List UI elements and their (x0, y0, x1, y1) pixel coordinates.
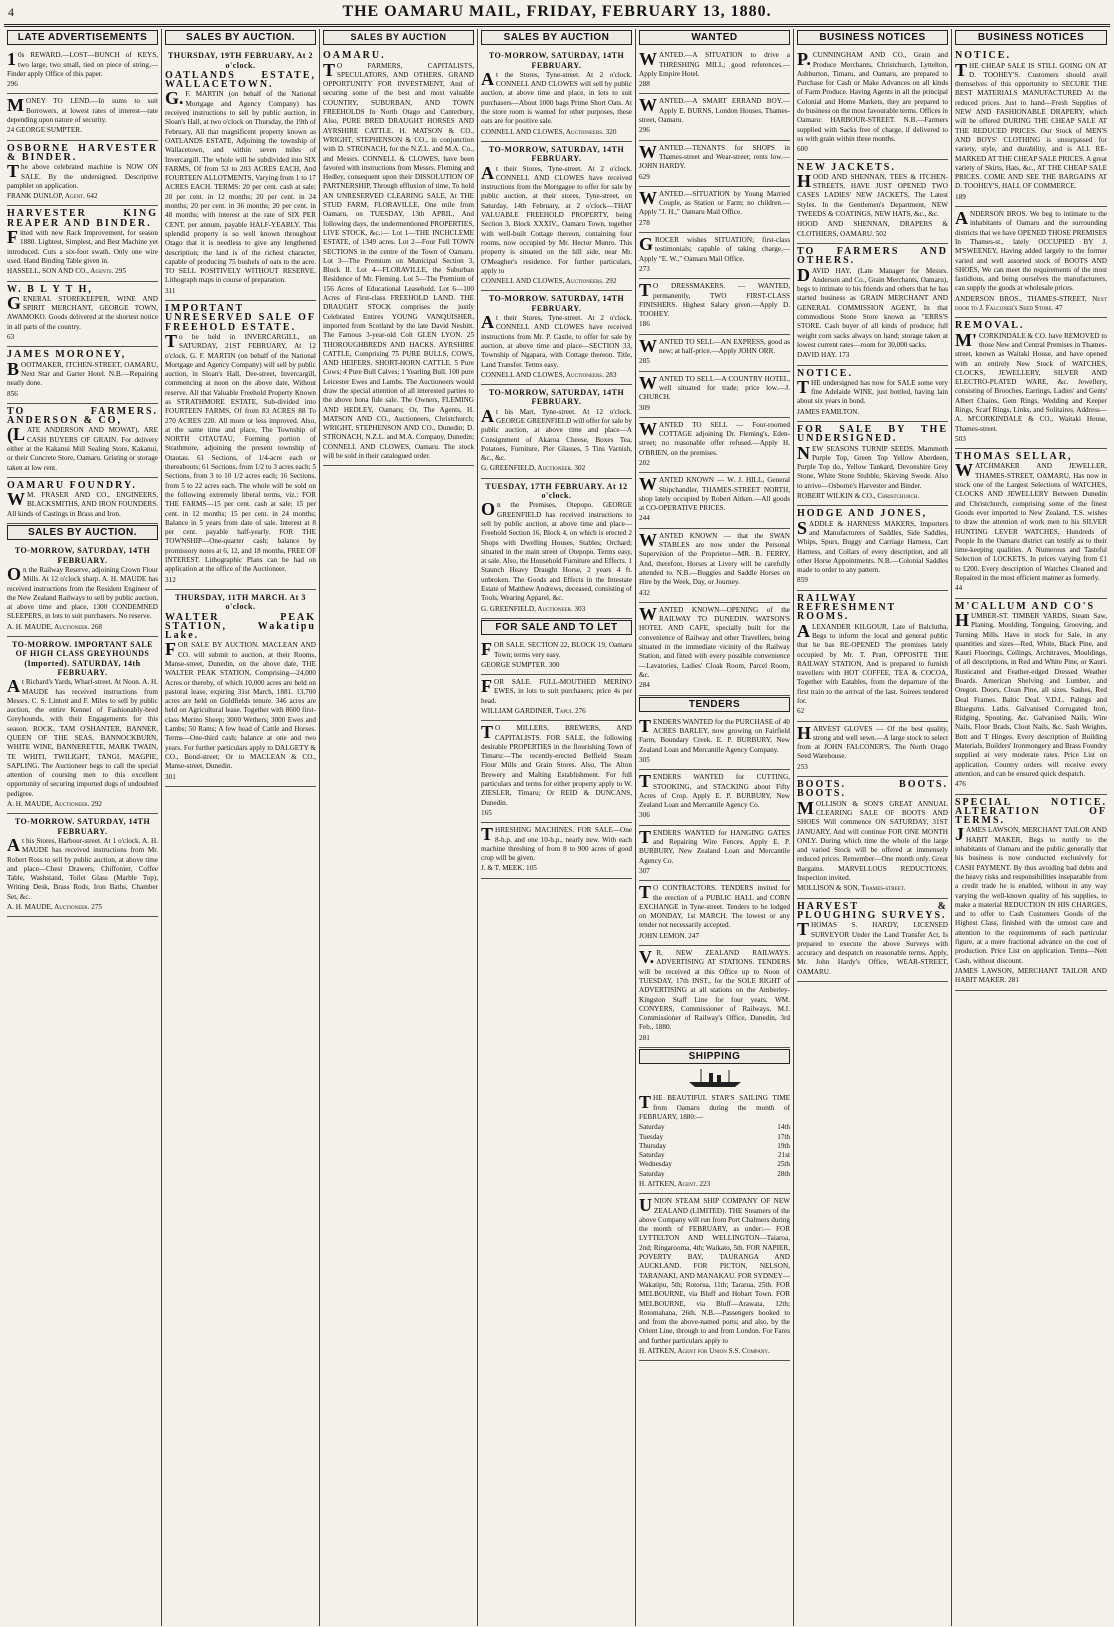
ad-body: TO DRESSMAKERS. — WANTED, permanently, TWO FIRST-CLASS FINISHERS. Highest Salary given.—Apply D. TOOHEY. (639, 280, 790, 319)
ad-signature: 186 (639, 320, 650, 329)
advertisement (639, 48, 790, 94)
ad-signature: 309 (639, 403, 650, 412)
ad-date: TO-MORROW, SATURDAY, 14TH FEBRUARY. (488, 144, 625, 164)
ad-body: WANTED.—TENANTS for SHOPS in Thames-street and Wear-street; rents low.—JOHN HARDY. (639, 141, 790, 171)
ad-body: SADDLE & HARNESS MAKERS, Importers and Manufacturers of Saddles, Side Saddles, Whips, Spurs, Buggy and Carriage Harness, Cart Harness, and Collars of every description, and all other Horse Appointments. N.B.—Colonial Saddles made to order to any pattern. (797, 517, 948, 575)
ad-signature: 284 (639, 681, 650, 690)
sailing-day: Wednesday (639, 1160, 672, 1169)
ad-title: FOR SALE BY THE UNDERSIGNED. (797, 423, 948, 445)
advertisement (7, 637, 158, 814)
advertisement (481, 638, 632, 675)
ad-body: At his Stores, Harbour-street. At 1 o'clock. A. H. MAUDE has received instructions from Mr. Robert Ross to sell by public auction, at above time and place—Chest Drawers, Chiffonier, Coffee Table, Washstand, Toilet Glass (Marble Top), Writing Desk, Brass Rods, Iron Baths, Chamber Set, &c. (7, 834, 158, 901)
sailing-row (639, 1160, 790, 1169)
ad-body: Fitted with new Rack Improvement, for season 1880. Lightest, Simplest, and Best Machine yet introduced. Cuts a six-foot swath. Only one wire used. Hand Binding Table given in. (7, 227, 158, 265)
sailing-date: 19th (777, 1141, 790, 1150)
ad-body: TENDERS WANTED for the PURCHASE of 40 ACRES BARLEY, now growing on Fairfield Farm, Boundary Creek. E. P. BURBURY, New Zealand Loan and Mercantile Agency Company. (639, 715, 790, 754)
steamship-icon (685, 1067, 745, 1089)
ad-title: SPECIAL NOTICE. ALTERATION OF TERMS. (955, 796, 1107, 827)
ad-body: G.F. MARTIN (on behalf of the National Mortgage and Agency Company) has received instructions to sell by public auction, in Sloan's Hall, at two o'clock on Thursday, the 19th of February, All that magnificent property known as OATLANDS ESTATE, Adjoining the township of Wallacetown, and within seven miles of Invercargill. The whole will be subdivided into SIX FARMS, Of from 53 to 203 ACRES EACH, And FOURTEEN ALLOTMENTS, Varying from 1 to 17 ACRES EACH. TERMS: 20 per cent. cash at sale; 20 per cent. in 12 months; 20 per cent. in 24 months; 20 per cent. in 36 months; 20 per cent. in 48 months; with interest at the rate of SIX PER CENT. per annum, payable HALF-YEARLY. This splendid property is so well known throughout Otago that it is needless to give any lengthened description; the land is of the richest character, capable of producing 75 bushels of oats to the acre. TO SELL POSITIVELY WITHOUT RESERVE. Lithograph maps in course of preparation. (165, 88, 316, 285)
ad-body: THOMAS S. HARDY, LICENSED SURVEYOR Under the Land Transfer Act, Is prepared to execute the above Surveys with accuracy and despatch on reasonable terms. Apply, Mr. John Hardy's Office, WEAR-STREET, OAMARU. (797, 919, 948, 976)
ad-signature: 24 GEORGE SUMPTER. (7, 126, 82, 135)
subheading-tenders: TENDERS (639, 697, 790, 712)
ad-signature: A. H. MAUDE, Auctioneer. 268 (7, 622, 103, 631)
ad-body: (LATE ANDERSON AND MOWAT), ARE CASH BUYERS OF GRAIN. For delivery either at the Kakanui Mill Sealing Store, Kakanui, or their Concrete Store, Oamaru. Gristing or storage taken at low rent. (7, 424, 158, 472)
ad-body: UNION STEAM SHIP COMPANY OF NEW ZEALAND (LIMITED). THE Steamers of the above Company will run from Port Chalmers during the month of FEBRUARY, as under:— FOR LYTTELTON AND WELLINGTON—Taiaroa, 2nd; Ringarooma, 4th; Waikato, 5th. FOR NAPIER, POVERTY BAY, TAURANGA AND AUCKLAND. FOR PICTON, NELSON, TARANAKI, AND MANAKAU. FOR SYDNEY—Wakatipu, 5th; Rotorua, 11th; Tararua, 25th. FOR MELBOURNE, via Bluff and Hobart Town. FOR MELBOURNE, via Bluff—Arawata, 12th; Rotomahana, 26th. N.B.—Passengers booked to and from the above-named ports; and also, by the Orient Line, through to and from London. For Fares and further particulars apply to (639, 1195, 790, 1345)
ad-title: BOOTS. BOOTS. BOOTS. (797, 779, 948, 800)
page-number: 4 (8, 5, 15, 19)
ad-signature: 311 (165, 286, 176, 295)
ad-signature: 296 (7, 80, 18, 89)
ad-body: P.CUNNINGHAM AND CO., Grain and Produce Merchants, Christchurch, Lyttelton, Ashburton, Timaru, and Oamaru, are prepared to Purchase for Cash or Make Advances on all kinds of Farm Produce. Having Agents in all the principal Colonial and Home Markets, they are prepared to do business on the most favourable terms. Offices in Oamaru: HARBOUR-STREET. N.B.—Farmers supplied with Sacks free of charge, if delivered to us with grain within three months. (797, 49, 948, 143)
ad-signature: CONNELL AND CLOWES, Auctioneers. 292 (481, 277, 617, 286)
column-heading: SALES BY AUCTION (323, 30, 474, 45)
ad-date: TO-MORROW, SATURDAY, 14TH FEBRUARY. (488, 388, 625, 407)
ad-body: FOR SALE. SECTION 22, BLOCK 19, Oamaru Town; terms very easy. (481, 639, 632, 660)
ad-date: TUESDAY, 17TH FEBRUARY. At 12 o'clock. (485, 481, 628, 501)
advertisement (797, 899, 948, 982)
advertisement (797, 777, 948, 899)
ad-signature: 244 (639, 514, 650, 523)
ad-body: GROCER wishes SITUATION; first-class testimonials; capable of taking charge.—Apply "E. W.," Oamaru Mail Office. (639, 234, 790, 263)
ad-title: OATLANDS ESTATE, WALLACETOWN. (165, 69, 316, 91)
ad-body: FOR SALE BY AUCTION. MACLEAN AND CO. will submit to auction, at their Rooms, Manse-street, Dunedin, on the above date, THE WALTER PEAK STATION, Comprising—24,000 Acres or thereby, of which 10,000 acres are held on pastoral lease, expiring 31st March, 1881. 13,700 acres are held on Goldfields tenure. 346 acres are held on Agricultural lease. Together with 8600 first-class Merino Sheep; 3000 Wethers; 3000 Ewes and Lambs; 50 Rams; A few head of Cattle and Horses. Terms—One-third cash; balance at one and two years. For further particulars apply to DALGETY & CO., Bond-street; Or to MACLEAN & CO., Manse-street, Dunedin. (165, 639, 316, 771)
sailing-row (639, 1170, 790, 1179)
ad-signature: H. AITKEN, Agent for Union S.S. Company. (639, 1347, 770, 1356)
ad-signature: J. & T. MEEK. 105 (481, 864, 537, 873)
ad-body: TO CONTRACTORS. TENDERS invited for the erection of a PUBLIC HALL and CORN EXCHANGE in Tyne-street. Tenders to be lodged on MONDAY, 1st MARCH. The lowest or any tender not necessarily accepted. (639, 882, 790, 930)
ad-body: At his Mart, Tyne-street. At 12 o'clock. GEORGE GREENFIELD will offer for sale by public auction, at above time and place—A Consignment of Akaroa Cheese, Boxes Tea, Potatoes, Furniture, Pier Glasses, 5 Tins Varnish, &c., &c. (481, 405, 633, 463)
advertisement (7, 141, 158, 207)
advertisement (481, 823, 632, 878)
ad-body: TENDERS WANTED for HANGING GATES and Repairing Wire Fences. Apply E. P. BURBURY, New Zealand Loan and Mercantile Agency Co. (639, 826, 790, 865)
ad-signature: CONNELL AND CLOWES, Auctioneers. 283 (481, 370, 617, 379)
ad-body: HOOD AND SHENNAN, TEES & ITCHEN-STREETS, HAVE JUST OPENED TWO CASES LADIES' NEW JACKETS, The Latest Styles. In the Gentlemen's Department, NEW TWEEDS & COATINGS, NEW HATS, &c., &c. (797, 170, 948, 219)
ad-signature: ROBERT WILKIN & CO., Christchurch. (797, 492, 920, 501)
advertisement (7, 347, 158, 403)
ad-date: THURSDAY, 11TH MARCH. At 3 o'clock. (175, 592, 306, 612)
ad-title: OSBORNE HARVESTER & BINDER. (7, 142, 158, 163)
ad-signature: 301 (165, 772, 176, 781)
advertisement (639, 187, 790, 233)
ad-body: At Richard's Yards, Wharf-street. At Noon. A. H. MAUDE has received instructions from Messrs. C. S. Lintott and F. Miles to sell by public auction, the entire Kennel of Fashionably-bred Greyhounds, with their Engagements for this season. ROCK, TAM O'SHANTER, BANNER, QUEEN OF THE SEAS, BANNOCKBURN, WHITE WINE, BANNERETTE, MARK TWAIN, TE WHITI, TWILIGHT, TANGI, MAGPIE, SAPLING. The Auctioneer begs to call the special attention of coursing men to this excellent opportunity of securing imported dogs of undoubted pedigree. (7, 676, 158, 798)
advertisement (7, 404, 158, 478)
ad-title: NOTICE. (955, 50, 1011, 62)
ad-signature: 285 (639, 357, 650, 366)
ad-title: IMPORTANT UNRESERVED SALE OF FREEHOLD ESTATE. (165, 303, 316, 333)
ad-title: OAMARU. (323, 50, 386, 62)
ad-signature: 307 (639, 866, 650, 875)
ad-signature: 503 (955, 434, 966, 443)
advertisement (639, 946, 790, 1048)
sailing-date: 21st (778, 1151, 790, 1160)
ad-body: WANTED KNOWN — W. J. HILL, General Shipchandler, THAMES-STREET NORTH, shop lately occupied by Robert Aitken.—All goods at CO-OPERATIVE PRICES. (639, 474, 790, 513)
ad-signature: JAMES FAMILTON. (797, 407, 860, 416)
ad-signature: 476 (955, 780, 966, 789)
ad-signature: JOHN LEMON. 247 (639, 931, 700, 940)
sailing-date: 25th (777, 1160, 790, 1169)
ad-title: JAMES MORONEY, (7, 349, 127, 361)
sailing-date: 28th (777, 1169, 790, 1178)
ad-body: TO MILLERS, BREWERS, AND CAPITALISTS. FOR SALE, the following desirable PROPERTIES in the flourishing Town of Timaru:—The recently-erected Belfield Steam Flour Mills and Grain Stores. Also, The Alton Brewery and Malting Establishment. For full particulars and terms for either property apply to W. ZIESLER, Timaru; Or REID & DUNCANS, Dunedin. (481, 722, 632, 807)
advertisement (481, 479, 632, 619)
ad-signature: 856 (7, 389, 18, 398)
ad-date: TO-MORROW. SATURDAY, 14TH FEBRUARY. (14, 817, 151, 836)
column-heading: SALES BY AUCTION. (165, 30, 316, 45)
ad-title: NEW JACKETS. (797, 161, 896, 173)
sailing-row (639, 1142, 790, 1151)
ad-date: TO-MORROW, SATURDAY, 14TH FEBRUARY. (488, 51, 625, 70)
ad-title: TO FARMERS. ANDERSON & CO, (7, 405, 158, 427)
advertisement (797, 591, 948, 722)
ad-body: WANTED TO SELL—AN EXPRESS, good as new; at half-price.—Apply JOHN ORR. (639, 335, 790, 356)
advertisement (639, 335, 790, 372)
ad-body: WANTED KNOWN—OPENING of the RAILWAY TO DUNEDIN. WATSON'S HOTEL AND CAFE, specially built for the convenience of Railway and other Travellers, being situated in the immediate vicinity of the Railway Station, and fitted with every possible convenience—Lavatories, Ladies' Cloak Room, Parcel Room, &c. (639, 603, 790, 679)
ad-body: HARVEST GLOVES — Of the best quality, strong and well sewn.—A large stock to select from at JOHN FALCONER'S, The North Otago Seed Warehouse. (797, 722, 948, 761)
ad-title: NOTICE. (797, 367, 853, 379)
advertisement (797, 722, 948, 777)
advertisement (955, 449, 1107, 598)
ad-body: TO FARMERS, CAPITALISTS, SPECULATORS, AND OTHERS. GRAND OPPORTUNITY FOR INVESTMENT, And of securing some of the best and most valuable COUNTRY, SUBURBAN, AND TOWN FREEHOLDS In North Otago and Canterbury, Also, PURE BRED DRAUGHT HORSES AND AYRSHIRE CATTLE. H. MATSON & CO., WRIGHT, STEPHENSON & CO., in conjunction with D. STRONACH, for the N.Z.L. and M.A. Co., and Messrs. CONNELL & CLOWES, have been favored with instructions from Messrs. Fleming and Hedley, consequent upon their DISSOLUTION OF PARTNERSHIP, Through effluxion of time, To hold AN UNRESERVED CLEARING SALE, At THE STUD FARM, FLORAVILLE, One mile from Oamaru, on TUESDAY, 13th APRIL, And following days, the undermentioned PROPERTIES, LIVE STOCK, &c.:— Lot 1—THE INCHCLEME ESTATE, of 1349 acres. Lot 2—Four Full TOWN SECTIONS in the centre of the Town of Oamaru. Lot 3—The Premium on Municipal Section 3, Block II. Lot 4—FLORAVILLE, the Suburban Residence of Mr. Fleming. Lot 5—The Premium of 156 Acres of Educational Leasehold. Lot 6—100 Acres of First-class FREEHOLD LAND. THE DRAUGHT STOCK comprises the justly Celebrated Entires YOUNG VANQUISHER, imported from Scotland by the late David Nesbitt. The Famous 3-year-old Colt GLEN LYON. 25 THOROUGHBREDS AND HACKS. AYRSHIRE CATTLE, Comprising 75 PURE BULLS, COWS, AND HEIFERS. SHORT-HORN CATTLE. 5 Pure Cows; 4 Pure Bull Calves; 1 Yearling Bull. 100 pure Leicester Ewes and Lambs. The Auctioneers would draw the special attention of all interested parties to the above bona fide sale. The Owners, FLEMING AND HEDLEY, Oamaru; Or, The Agents, H. MATSON AND CO., Auctioneers, Christchurch; WRIGHT, STEPHENSON AND CO., Dunedin; D. STRONACH, N.Z.L. and M.A. Company, Dunedin; CONNELL AND CLOWES, Oamaru. The stock will be sold in their catalogued order. (323, 59, 474, 461)
ad-body: GENERAL STOREKEEPER, WINE AND SPIRIT MERCHANT, GEORGE TOWN, AWAMOKO. Goods delivered at the shortest notice in all parts of the country. (7, 292, 158, 331)
ad-body: WANTED TO SELL—A COUNTRY HOTEL, well situated for trade; price low.—J. CHURCH. (639, 372, 790, 402)
advertisement (481, 675, 632, 721)
sailing-day: Saturday (639, 1151, 665, 1160)
ad-signature: GEORGE SUMPTER. 300 (481, 660, 560, 669)
ad-body: WM. FRASER AND CO., ENGINEERS, BLACKSMITHS, AND IRON FOUNDERS. All kinds of Castings in Brass and Iron. (7, 489, 158, 518)
advertisement (639, 141, 790, 187)
ad-signature: H. AITKEN, Agent. 223 (639, 1179, 711, 1188)
ad-body: WANTED.—SITUATION by Young Married Couple, as Station or Farm; no children.—Apply "J. H.," Oamaru Mail Office. (639, 187, 790, 217)
advertisement (955, 207, 1107, 318)
ad-title: OAMARU FOUNDRY. (7, 479, 137, 491)
ad-signature: A. H. MAUDE, Auctioneer. 275 (7, 903, 103, 912)
advertisement (639, 372, 790, 418)
ad-body: DAVID HAY, (Late Manager for Messrs. Anderson and Co., Grain Merchants, Oamaru), begs to intimate to his friends and others that he has started business as GRAIN MERCHANT AND GENERAL COMMISSION AGENT, In that commodious Stone Store known as "ERRS'S STORE. Cash buyer of all kinds of produce; full weight corn sacks always on hand; storage taken at lowest current rates—room for 30,000 sacks. (797, 264, 948, 349)
ad-body: MOLLISON & SON'S GREAT ANNUAL CLEARING SALE OF BOOTS AND SHOES Will commence ON SATURDAY, 31ST JANUARY, And will continue FOR ONE MONTH ONLY. During which time the whole of the large and varied Stock will be offered at immensely reduced prices. Remember—One month only. Great Bargains. MARVELLOUS REDUCTIONS. Inspection invited. (797, 797, 948, 883)
ad-signature: 432 (639, 588, 650, 597)
ad-body: NEW SEASONS TURNIP SEEDS. Mammoth Purple Top, Green Top Yellow Aberdeen, Purple Top do., Yellow Tankard, Devonshire Grey Stone, White Stone Stubble, Skirving Swede. Also to arrive—Osborne's Harvester and Binder. (797, 442, 948, 490)
advertisement (7, 206, 158, 281)
column-heading: LATE ADVERTISEMENTS (7, 30, 158, 45)
advertisement (955, 599, 1107, 795)
ad-title: THOMAS SELLAR, (955, 451, 1073, 463)
ad-signature: G. GREENFIELD, Auctioneer. 303 (481, 604, 586, 613)
advertisement (639, 94, 790, 140)
column-5 (636, 29, 794, 1626)
column-heading: BUSINESS NOTICES (955, 30, 1107, 45)
ad-title: HARVEST & PLOUGHING SURVEYS. (797, 900, 948, 921)
advertisement (797, 422, 948, 506)
ad-body: ALEXANDER KILGOUR, Late of Balclutha, Begs to inform the local and general public that he has RE-OPENED The premises lately occupied by Mr. T. Pratt, OPPOSITE THE RAILWAY STATION, And is prepared to furnish travellers with HOT COFFEE, TEA & COCOA, Together with Eatables, from the departure of the first train to the arrival of the last. Soirees tendered for. (797, 620, 948, 705)
ad-signature: JAMES LAWSON, MERCHANT TAILOR AND HABIT MAKER. 281 (955, 966, 1107, 985)
ad-signature: 312 (165, 575, 176, 584)
masthead-title: THE OAMARU MAIL, FRIDAY, FEBRUARY 13, 1880. (342, 3, 772, 20)
ad-body: On the Railway Reserve, adjoining Crown Flour Mills. At 12 o'clock sharp. A. H. MAUDE has received instructions from the Resident Engineer of the New Zealand Railways to sell by public auction, at above time and place, 1300 CONDEMNED SLEEPERS, in lots to suit purchasers. No reserve. (7, 563, 158, 621)
column-1 (4, 29, 162, 1626)
advertisement (323, 48, 474, 466)
advertisement (7, 94, 158, 140)
ad-signature: MOLLISON & SON, Thames-street. (797, 884, 906, 893)
advertisement (639, 715, 790, 770)
advertisement (481, 721, 632, 823)
ad-body: To be held in INVERCARGILL, on SATURDAY, 21ST FEBRUARY, At 12 o'clock. G. F. MARTIN (on behalf of the National Mortgage and Agency Company) will sell by public auction, in Sloan's Hall, Dee-street, Invercargill, commencing at noon on the above date, Without reserve. All that Valuable Freehold Property Known as STRATHMORE ESTATE, Sub-divided into FOURTEEN FARMS, Of from 83 ACRES 88 To 270 ACRES 220. All more or less improved. Also, at the same time and place, The Township of NORTH OTAUTAU, Forming portion of Strathmore, adjoining the present township of Otautau. 61 Sections, of 1/4-acre each or thereabouts; 61 Sections, from 1/2 to 3 acres each; 5 Sections, from 3 to 10 1/2 acres each; 16 Sections, from 5 to 22 acres each. The whole will be sold on the following extremely liberal terms, viz.: FOR THE FARMS—15 per cent. cash at sale; 15 per cent. in 12 months; 15 per cent. in 24 months; Balance in 5 years from date of sale. Interest at 8 per cent. payable half-yearly. FOR THE TOWNSHIP—One-quarter cash; balance by promissory notes at 6, 12, and 18 months, FREE OF INTEREST. Lithographic Plans can be had on application at the office of the Auctioneer. (165, 330, 316, 574)
ad-signature: DAVID HAY. 173 (797, 351, 850, 360)
ad-body: MONEY TO LEND.—In sums to suit Borrowers, at lowest rates of interest—rate depending upon nature of security. (7, 95, 158, 125)
advertisement (7, 48, 158, 94)
columns-grid (4, 29, 1110, 1626)
sailing-day: Thursday (639, 1141, 667, 1150)
sailing-day: Tuesday (639, 1132, 664, 1141)
advertisement (481, 142, 632, 291)
advertisement (165, 48, 316, 301)
ad-title: REMOVAL. (955, 320, 1025, 332)
subheading-shipping: SHIPPING (639, 1049, 790, 1064)
ad-body: M'CORKINDALE & CO. have REMOVED to those New and Central Premises in Thames-street, known as Waitaki House, and have opened with an entirely New Stock of WATCHES, CLOCKS, JEWELLERY, SILVER AND ELECTRO-PLATED WARE, &c. Jewellery, consisting of Brooches, Earrings, Ladies' and Gents' Albert Chains, Gem Rings, Wedding and Keeper Rings, Scarf Rings, Links, and Solitaires. Address—A. M'CORKINDALE & CO., Waitaki House, Thames-street. (955, 329, 1107, 433)
subheading-sales: SALES BY AUCTION. (7, 525, 158, 540)
sailing-row (639, 1133, 790, 1142)
advertisement (639, 529, 790, 603)
sailing-day: Saturday (639, 1123, 665, 1132)
ad-body: TENDERS WANTED for CUTTING, STOOKING, and STACKING about Fifty Acres of Crop. Apply E. P. BURBURY, New Zealand Loan and Mercantile Agency Co. (639, 771, 790, 810)
ad-signature: 629 (639, 172, 650, 181)
column-7 (952, 29, 1110, 1626)
ad-body: The above celebrated machine is NOW ON SALE. By the undersigned. Descriptive pamphlet on application. (7, 161, 158, 190)
ad-date: TO-MORROW. SATURDAY, 14TH FEBRUARY. (488, 294, 625, 313)
advertisement (7, 814, 158, 917)
ad-body: WANTED.—A SITUATION to drive a THRESHING MILL; good references.—Apply Empire Hotel. (639, 49, 790, 78)
advertisement (955, 318, 1107, 449)
ad-signature: A. H. MAUDE, Auctioneer. 292 (7, 800, 103, 809)
ad-title: TO FARMERS AND OTHERS. (797, 245, 948, 267)
ad-signature: 296 (639, 126, 650, 135)
ad-signature: 306 (639, 811, 650, 820)
ad-signature: 305 (639, 756, 650, 764)
advertisement (797, 160, 948, 244)
sailing-date: 14th (777, 1123, 790, 1132)
ad-signature: 189 (955, 192, 966, 201)
masthead (4, 0, 1110, 27)
advertisement (639, 473, 790, 528)
advertisement (7, 543, 158, 637)
ad-signature: 278 (639, 218, 650, 227)
ad-body: At their Stores, Tyne-street. At 2 o'clock. CONNELL AND CLOWES have received instructions from Mr. P. Castle, to offer for sale by auction, at above time and place—SECTION 33, Township of Ngapara, with Cottage thereon. Title, Land Transfer. Terms easy. (481, 312, 632, 369)
ad-signature: 202 (639, 458, 650, 467)
ad-signature: CONNELL AND CLOWES, Auctioneers. 320 (481, 127, 617, 136)
ad-date: TO-MORROW, SATURDAY, 14TH FEBRUARY. (14, 546, 151, 565)
advertisement (797, 366, 948, 422)
advertisement (165, 301, 316, 590)
ad-body: WANTED TO SELL — Four-roomed COTTAGE adjoining Dr. Fleming's, Eden-street; no reasonable offer refused.—Apply H. O'BRIEN, on the premises. (639, 418, 790, 457)
column-heading: BUSINESS NOTICES (797, 30, 948, 45)
ad-body: On the Premises, Otepopo. GEORGE GREENFIELD has received instructions to sell by public auction, at above time and place—Freehold Section 16, Block 4, on which is erected 2 Shops with Dwelling Houses, Stables; Orchard; situated in the main street of Otepopo. Terms easy, at sale. Also, the Household Furniture and Effects. 1 Staunch Heavy Draught Horse, 2 years 4 ft. unbroken. The Goods and Effects in the Intestate Estate of Matthew Andrews, deceased, consisting of Tools, Wearing Apparel, &c. (481, 499, 632, 603)
subheading-for-sale: FOR SALE AND TO LET (481, 620, 632, 635)
ad-date: TO-MORROW. IMPORTANT SALE OF HIGH CLASS GREYHOUNDS (Imported). SATURDAY, 14th FEBRUARY. (11, 640, 154, 677)
ad-signature: 165 (481, 808, 492, 817)
advertisement (639, 770, 790, 825)
ad-body: HUMBER-ST. TIMBER YARDS, Steam Saw, Planing, Moulding, Tonguing, Grooving, and Turning Mills. Have in stock for Sale, in any quantities and sizes—Red, White, Black Pine, and Kauri Floorings, Ceilings, Architraves, Mouldings, of all descriptions, in Red and White Pine, or Kauri. Rusticated and Feather-edged Dressed Weather Boards. American Shelving and Lumber, and Oregon. Doors, Clean Pine, all sizes. Sashes, Red Deal Frames. Baltic Deal. V.D.L. Palings and Bluegums. Laths. Galvanised Corrugated Iron, Ridging, Spouting, &c. Galvanised Nails, Wire Nails, Floor Brads, Clout Nails, &c. Sash Weights, Butt and T Hinges. Every description of Building Materials, Builders' Ironmongery and Brass Foundry supplied at very moderate rates. Price List on application. Country orders will receive every attention, and can be ensured quick despatch. (955, 609, 1107, 778)
ad-body: WATCHMAKER AND JEWELLER, THAMES-STREET, OAMARU, Has now in stock one of the Largest Selections of WATCHES, CLOCKS AND JEWELLERY Between Dunedin and Christchurch, comprising some of the finest Goods ever imported to New Zealand. T.S. wishes to draw the attention of work men to his SILVER HUNTING LEVER WATCHES, Hundreds of People In the Oamaru district can testify as to their time-keeping qualities. A Numerous and Tasteful Selection of LOCKETS, In prices varying from £1 to £200. Every description of Watches Cleaned and Repaired in the most efficient manner as formerly. (955, 460, 1107, 583)
advertisement (481, 48, 632, 142)
advertisement (955, 48, 1107, 207)
ad-signature: WILLIAM GARDINER, Tapui. 276 (481, 707, 586, 715)
advertisement (7, 478, 158, 524)
ad-title: WALTER PEAK STATION, Wakatipu Lake. (165, 611, 316, 642)
ad-signature: 44 (955, 584, 963, 593)
advertisement (639, 881, 790, 946)
ad-signature: HOOD AND SHENNAN, DRAPERS & CLOTHIERS, OAMARU. 502 (797, 220, 948, 238)
ad-signature: G. GREENFIELD, Auctioneer. 302 (481, 464, 586, 473)
sailing-row (639, 1151, 790, 1160)
ad-signature: FRANK DUNLOP, Agent. 642 (7, 192, 98, 201)
column-3 (320, 29, 478, 1626)
ad-signature: 859 (797, 576, 808, 585)
ad-body: JAMES LAWSON, MERCHANT TAILOR AND HABIT MAKER, Begs to notify to the inhabitants of Oamaru and the public generally that his business is now conducted exclusively for CASH PAYMENT. By thus avoiding bad debts and the heavy risks and responsibilities inseparable from a credit trade he is enabled, without in any way varying the well-known quality of his supplies, to make a material REDUCTION IN HIS CHARGES, and to offer to Cash Customers Goods of the Highest Class, finished with the utmost care and attention to the requirements of each particular figure, at a mere fractional advance on the cost of production. Price List on application. Terms—Nett Cash, without discount. (955, 824, 1107, 965)
ad-body: WANTED KNOWN — that the SWAN STABLES are now under the Personal Supervision of the Proprietor—MR. B. FERRY, And, therefore, Horses at Livery will be carefully attended to. N.B.—Buggies and Saddle Horses on Hire by the Week, Day, or Journey. (639, 529, 790, 587)
ad-body: 10s REWARD.—LOST—BUNCH of KEYS, two large, two small, tied on piece of string.—Finder apply Office of this paper. (7, 49, 158, 78)
advertisement (797, 48, 948, 159)
ad-title: HODGE AND JONES, (797, 508, 928, 520)
advertisement (481, 291, 632, 385)
column-heading: SALES BY AUCTION (481, 30, 632, 45)
sailing-row (639, 1123, 790, 1132)
advertisement (165, 590, 316, 787)
ad-signature: ANDERSON BROS., THAMES-STREET, Next door to J. Falconer's Seed Store. 47 (955, 294, 1107, 313)
ad-title: HARVESTER KING REAPER AND BINDER. (7, 208, 158, 229)
column-6 (794, 29, 952, 1626)
advertisement (639, 279, 790, 334)
advertisement (797, 244, 948, 366)
ad-body: THE BEAUTIFUL STAR'S SAILING TIME from Oamaru during the month of FEBRUARY, 1880:— (639, 1092, 790, 1121)
ad-signature: 63 (7, 333, 15, 342)
ad-body: At the Stores, Tyne-street. At 2 o'clock. CONNELL AND CLOWES will sell by public auction, at above time and place, in lots to suit purchasers—About 1000 bags Prime Short Oats. At the store room is wanted for other purposes, these oats are for positive sale. (481, 68, 632, 126)
advertisement (7, 282, 158, 348)
ad-body: THE undersigned has now for SALE some very fine Adelaide WINE, just bottled, having lain about six years in bond. (797, 376, 948, 406)
ad-signature: 273 (639, 264, 650, 273)
ad-body: FOR SALE. FULL-MOUTHED MERINO EWES, in lots to suit purchasers; price 4s per head. (481, 676, 632, 705)
advertisement (955, 795, 1107, 991)
ad-signature: 288 (639, 80, 650, 89)
ad-signature: 600 (797, 145, 808, 154)
ad-body: BOOTMAKER, ITCHEN-STREET, OAMARU, Next Star and Garter Hotel. N.B.—Repairing neatly done. (7, 358, 158, 388)
advertisement (639, 826, 790, 881)
ad-body: THRESHING MACHINES. FOR SALE—One 8-h.p. and one 10-h.p., nearly new. With each machine threshing of from 8 to 900 acres of good crop will be given. (481, 824, 632, 863)
ad-body: THE CHEAP SALE IS STILL GOING ON AT D. TOOHEY'S. Customers should avail themselves of this opportunity to SECURE THE BEST MATERIALS MANUFACTURED At the reduced prices. Just to hand—Fresh Supplies of NEW AND FASHIONABLE DRAPERY, which will be offered DURING THE CHEAP SALE AT THE REDUCED PRICES. Our Stock of MEN'S AND BOYS' CLOTHING is unsurpassed for variety, style, and durability, and is ALL RE-MARKED AT THE CHEAP SALE PRICES. A great variety of Skirts, Hats, &c., AT THE CHEAP SALE PRICES. COME AND SEE THE BARGAINS AT D. TOOHEY'S, HALL OF COMMERCE. (955, 59, 1108, 191)
advertisement (639, 233, 790, 279)
sailing-day: Saturday (639, 1169, 665, 1178)
ad-signature: 253 (797, 762, 808, 771)
ad-signature: 281 (639, 1033, 650, 1042)
ad-title: W. B L Y T H, (7, 283, 93, 295)
ad-signature: HASSELL, SON AND CO., Agents. 295 (7, 267, 126, 276)
column-4 (478, 29, 636, 1626)
advertisement (639, 418, 790, 473)
sailing-date: 17th (777, 1132, 790, 1141)
ad-title: RAILWAY REFRESHMENT ROOMS. (797, 592, 897, 623)
ad-body: V.R. NEW ZEALAND RAILWAYS. ADVERTISING AT STATIONS. TENDERS will be received at this Office up to Noon of TUESDAY, 17th INST., for the SOLE RIGHT of ADVERTISING at all stations on the Amberley-Kingston Staff Line for four years. WM. CONYERS, Commissioner of Railways, M.I. Commissioner of Railway's Office, Dunedin, 3rd Feb., 1880. (639, 947, 790, 1032)
advertisement (639, 1194, 790, 1361)
ad-signature: 62 (797, 707, 805, 716)
advertisement (797, 506, 948, 590)
advertisement (481, 385, 632, 479)
column-2 (162, 29, 320, 1626)
ad-date: THURSDAY, 19TH FEBRUARY, At 2 o'clock. (168, 51, 313, 70)
advertisement (639, 603, 790, 696)
ad-title: M'CALLUM AND CO'S (955, 600, 1096, 612)
ad-body: At their Stores, Tyne-street. At 2 o'clock. CONNELL AND CLOWES have received instructions from the Mortgagee to offer for sale by public auction, at their stores, Tyne-street, on Saturday, 14th February, at 2 o'clock—THAT VALUABLE FREEHOLD PROPERTY, being Section 3, Block XXXIV., Oamaru Town, together with well-built Cottage thereon, containing four rooms, now occupied by Mr. Hector Munro. This property is situated on the hill side, near Mr. O'Meagher's residence. For further particulars, apply to (481, 162, 632, 275)
ad-body: ANDERSON BROS. We beg to intimate to the inhabitants of Oamaru and the surrounding districts that we have OPENED THOSE PREMISES In Thames-st., lately OCCUPIED BY J. M'SWEENEY, Having added largely to the former varied and well assorted stock of BOOTS AND SHOES, We can meet the requirements of the most fastidious, and being ourselves the manufacturers, can supply the goods at wholesale prices. (955, 208, 1107, 293)
ad-body: WANTED.—A SMART ERRAND BOY.—Apply E. BURNS, London Houses, Thames-street, Oamaru. (639, 95, 790, 125)
advertisement (639, 1091, 790, 1194)
column-heading: WANTED (639, 30, 790, 45)
